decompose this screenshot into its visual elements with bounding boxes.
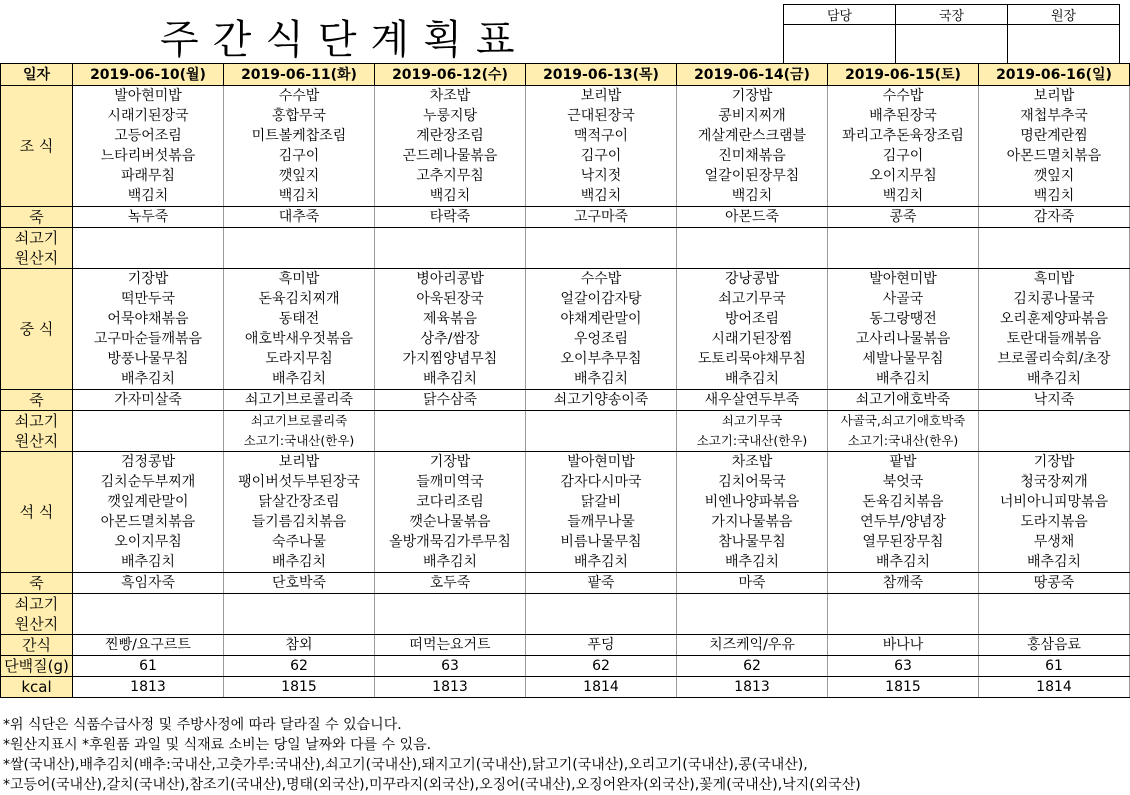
protein-cell: 61 — [73, 656, 224, 677]
origin-label: 쇠고기 — [1, 594, 73, 615]
menu-cell: 수수밥 — [526, 269, 677, 290]
menu-cell: 비엔나양파볶음 — [677, 492, 828, 512]
date-header: 2019-06-16(일) — [979, 64, 1130, 86]
protein-cell: 61 — [979, 656, 1130, 677]
porridge-cell: 타락죽 — [375, 207, 526, 228]
menu-cell: 세발나물무침 — [828, 349, 979, 369]
porridge-cell: 쇠고기양송이죽 — [526, 390, 677, 411]
menu-cell: 배추된장국 — [828, 106, 979, 126]
protein-label: 단백질(g) — [1, 656, 73, 677]
menu-cell: 김구이 — [828, 146, 979, 166]
date-header: 2019-06-11(화) — [224, 64, 375, 86]
origin-cell — [979, 614, 1130, 635]
menu-cell: 너비아니피망볶음 — [979, 492, 1130, 512]
menu-cell: 계란장조림 — [375, 126, 526, 146]
menu-cell: 기장밥 — [375, 452, 526, 473]
menu-cell: 사골국 — [828, 289, 979, 309]
kcal-cell: 1815 — [224, 677, 375, 698]
origin-cell — [375, 594, 526, 615]
menu-cell: 기장밥 — [73, 269, 224, 290]
menu-cell: 들깨무나물 — [526, 512, 677, 532]
menu-cell: 도라지무침 — [224, 349, 375, 369]
menu-cell: 들깨미역국 — [375, 472, 526, 492]
origin-cell: 소고기:국내산(한우) — [677, 431, 828, 452]
menu-cell: 어묵야채볶음 — [73, 309, 224, 329]
snack-cell: 떠먹는요거트 — [375, 635, 526, 656]
menu-cell: 미트볼케찹조림 — [224, 126, 375, 146]
menu-cell: 백김치 — [979, 186, 1130, 207]
origin-label: 쇠고기 — [1, 411, 73, 432]
origin-cell — [677, 614, 828, 635]
menu-cell: 느타리버섯볶음 — [73, 146, 224, 166]
menu-cell: 깻잎지 — [979, 166, 1130, 186]
origin-label: 원산지 — [1, 248, 73, 269]
menu-cell: 보리밥 — [224, 452, 375, 473]
porridge-label: 죽 — [1, 573, 73, 594]
menu-cell: 고추지무침 — [375, 166, 526, 186]
menu-cell: 아몬드멸치볶음 — [73, 512, 224, 532]
origin-cell — [375, 228, 526, 249]
origin-cell — [526, 411, 677, 432]
origin-cell: 소고기:국내산(한우) — [828, 431, 979, 452]
menu-cell: 배추김치 — [224, 369, 375, 390]
menu-cell: 배추김치 — [828, 552, 979, 573]
approval-sign-director[interactable] — [896, 25, 1008, 64]
menu-cell: 기장밥 — [677, 86, 828, 107]
porridge-label: 죽 — [1, 390, 73, 411]
date-header: 2019-06-15(토) — [828, 64, 979, 86]
menu-cell: 쇠고기무국 — [677, 289, 828, 309]
menu-cell: 수수밥 — [224, 86, 375, 107]
menu-cell: 재첩부추국 — [979, 106, 1130, 126]
origin-cell — [224, 614, 375, 635]
origin-cell — [375, 614, 526, 635]
menu-cell: 팽이버섯두부된장국 — [224, 472, 375, 492]
menu-cell: 팥밥 — [828, 452, 979, 473]
origin-cell — [73, 431, 224, 452]
menu-cell: 백김치 — [526, 186, 677, 207]
menu-cell: 애호박새우젓볶음 — [224, 329, 375, 349]
origin-cell — [828, 614, 979, 635]
menu-cell: 상추/쌈장 — [375, 329, 526, 349]
menu-cell: 닭살간장조림 — [224, 492, 375, 512]
menu-cell: 보리밥 — [526, 86, 677, 107]
menu-cell: 홍합무국 — [224, 106, 375, 126]
menu-cell: 고등어조림 — [73, 126, 224, 146]
menu-cell: 제육볶음 — [375, 309, 526, 329]
menu-cell: 백김치 — [677, 186, 828, 207]
menu-cell: 백김치 — [375, 186, 526, 207]
menu-cell: 토란대들깨볶음 — [979, 329, 1130, 349]
menu-cell: 열무된장무침 — [828, 532, 979, 552]
origin-cell — [526, 614, 677, 635]
origin-cell: 쇠고기브로콜리죽 — [224, 411, 375, 432]
menu-cell: 김치콩나물국 — [979, 289, 1130, 309]
menu-cell: 떡만두국 — [73, 289, 224, 309]
porridge-cell: 쇠고기애호박죽 — [828, 390, 979, 411]
menu-cell: 기장밥 — [979, 452, 1130, 473]
menu-cell: 동태전 — [224, 309, 375, 329]
menu-cell: 강낭콩밥 — [677, 269, 828, 290]
approval-label-head: 원장 — [1008, 5, 1120, 25]
approval-sign-head[interactable] — [1008, 25, 1120, 64]
origin-cell — [828, 594, 979, 615]
menu-cell: 발아현미밥 — [73, 86, 224, 107]
note-line: *쌀(국내산),배추김치(배추:국내산,고춧가루:국내산),쇠고기(국내산),돼지고기(국내산),닭고기(국내산),오리고기(국내산),콩(국내산), — [3, 757, 808, 773]
origin-cell — [677, 228, 828, 249]
menu-cell: 방풍나물무침 — [73, 349, 224, 369]
menu-cell: 비름나물무침 — [526, 532, 677, 552]
menu-cell: 배추김치 — [828, 369, 979, 390]
kcal-cell: 1813 — [375, 677, 526, 698]
kcal-cell: 1815 — [828, 677, 979, 698]
meal-label: 석 식 — [1, 452, 73, 573]
menu-cell: 북엇국 — [828, 472, 979, 492]
origin-cell — [73, 248, 224, 269]
menu-cell: 배추김치 — [73, 552, 224, 573]
origin-cell — [979, 228, 1130, 249]
menu-cell: 발아현미밥 — [828, 269, 979, 290]
menu-cell: 수수밥 — [828, 86, 979, 107]
origin-cell — [828, 228, 979, 249]
origin-cell — [677, 594, 828, 615]
menu-cell: 오이지무침 — [73, 532, 224, 552]
menu-cell: 곤드레나물볶음 — [375, 146, 526, 166]
approval-box — [783, 4, 1120, 64]
menu-cell: 닭갈비 — [526, 492, 677, 512]
origin-cell — [979, 431, 1130, 452]
menu-cell: 아몬드멸치볶음 — [979, 146, 1130, 166]
origin-cell — [526, 248, 677, 269]
menu-cell: 배추김치 — [526, 552, 677, 573]
protein-cell: 62 — [526, 656, 677, 677]
snack-label: 간식 — [1, 635, 73, 656]
note-line: *원산지표시 *후원품 과일 및 식재료 소비는 당일 날짜와 다를 수 있음. — [3, 737, 432, 753]
menu-cell: 얼갈이감자탕 — [526, 289, 677, 309]
porridge-label: 죽 — [1, 207, 73, 228]
menu-cell: 백김치 — [828, 186, 979, 207]
menu-cell: 배추김치 — [73, 369, 224, 390]
menu-cell: 숙주나물 — [224, 532, 375, 552]
menu-cell: 도라지볶음 — [979, 512, 1130, 532]
menu-cell: 배추김치 — [677, 369, 828, 390]
approval-label-director: 국장 — [896, 5, 1008, 25]
origin-cell: 쇠고기무국 — [677, 411, 828, 432]
menu-cell: 깻잎계란말이 — [73, 492, 224, 512]
snack-cell: 찐빵/요구르트 — [73, 635, 224, 656]
approval-label-manager: 담당 — [784, 5, 896, 25]
menu-cell: 브로콜리숙회/초장 — [979, 349, 1130, 369]
porridge-cell: 마죽 — [677, 573, 828, 594]
notes — [3, 715, 861, 795]
menu-cell: 오이지무침 — [828, 166, 979, 186]
kcal-cell: 1813 — [677, 677, 828, 698]
menu-cell: 배추김치 — [526, 369, 677, 390]
kcal-label: kcal — [1, 677, 73, 698]
menu-cell: 백김치 — [224, 186, 375, 207]
menu-cell: 배추김치 — [224, 552, 375, 573]
snack-cell: 참외 — [224, 635, 375, 656]
origin-cell — [979, 411, 1130, 432]
menu-cell: 아욱된장국 — [375, 289, 526, 309]
date-header: 2019-06-10(월) — [73, 64, 224, 86]
porridge-cell: 아몬드죽 — [677, 207, 828, 228]
origin-cell — [677, 248, 828, 269]
menu-cell: 깻순나물볶음 — [375, 512, 526, 532]
menu-cell: 배추김치 — [979, 369, 1130, 390]
origin-cell — [73, 614, 224, 635]
menu-cell: 흑미밥 — [979, 269, 1130, 290]
menu-cell: 청국장찌개 — [979, 472, 1130, 492]
porridge-cell: 호두죽 — [375, 573, 526, 594]
note-line: *고등어(국내산),갈치(국내산),참조기(국내산),명태(외국산),미꾸라지(외국산),오징어(국내산),오징어완자(외국산),꽃게(국내산),낙지(외국산) — [3, 777, 861, 793]
menu-cell: 오이부추무침 — [526, 349, 677, 369]
menu-cell: 참나물무침 — [677, 532, 828, 552]
kcal-cell: 1814 — [979, 677, 1130, 698]
menu-cell: 진미채볶음 — [677, 146, 828, 166]
page-title: 주간식단계획표 — [160, 17, 529, 63]
porridge-cell: 새우살연두부죽 — [677, 390, 828, 411]
origin-cell — [224, 248, 375, 269]
date-header: 2019-06-12(수) — [375, 64, 526, 86]
note-line: *위 식단은 식품수급사정 및 주방사정에 따라 달라질 수 있습니다. — [3, 717, 402, 733]
porridge-cell: 감자죽 — [979, 207, 1130, 228]
porridge-cell: 녹두죽 — [73, 207, 224, 228]
menu-cell: 맥적구이 — [526, 126, 677, 146]
menu-cell: 파래무침 — [73, 166, 224, 186]
origin-cell — [375, 411, 526, 432]
porridge-cell: 낙지죽 — [979, 390, 1130, 411]
menu-cell: 김치어묵국 — [677, 472, 828, 492]
origin-label: 원산지 — [1, 431, 73, 452]
menu-cell: 감자다시마국 — [526, 472, 677, 492]
porridge-cell: 쇠고기브로콜리죽 — [224, 390, 375, 411]
approval-sign-manager[interactable] — [784, 25, 896, 64]
origin-cell — [224, 594, 375, 615]
protein-cell: 62 — [224, 656, 375, 677]
origin-cell — [224, 228, 375, 249]
snack-cell: 홍삼음료 — [979, 635, 1130, 656]
protein-cell: 62 — [677, 656, 828, 677]
snack-cell: 푸딩 — [526, 635, 677, 656]
menu-cell: 낙지젓 — [526, 166, 677, 186]
origin-cell — [375, 431, 526, 452]
menu-cell: 깻잎지 — [224, 166, 375, 186]
protein-cell: 63 — [828, 656, 979, 677]
date-header: 2019-06-14(금) — [677, 64, 828, 86]
menu-cell: 흑미밥 — [224, 269, 375, 290]
origin-cell — [375, 248, 526, 269]
menu-cell: 배추김치 — [677, 552, 828, 573]
menu-cell: 들기름김치볶음 — [224, 512, 375, 532]
menu-cell: 명란계란찜 — [979, 126, 1130, 146]
menu-cell: 연두부/양념장 — [828, 512, 979, 532]
header-label: 일자 — [1, 64, 73, 86]
porridge-cell: 고구마죽 — [526, 207, 677, 228]
menu-cell: 시래기된장국 — [73, 106, 224, 126]
menu-cell: 가지찜양념무침 — [375, 349, 526, 369]
porridge-cell: 콩죽 — [828, 207, 979, 228]
menu-cell: 돈육김치찌개 — [224, 289, 375, 309]
menu-cell: 백김치 — [73, 186, 224, 207]
snack-cell: 바나나 — [828, 635, 979, 656]
origin-cell — [828, 248, 979, 269]
menu-cell: 누룽지탕 — [375, 106, 526, 126]
menu-cell: 검정콩밥 — [73, 452, 224, 473]
menu-cell: 꽈리고추돈육장조림 — [828, 126, 979, 146]
origin-label: 원산지 — [1, 614, 73, 635]
porridge-cell: 팥죽 — [526, 573, 677, 594]
menu-cell: 병아리콩밥 — [375, 269, 526, 290]
origin-cell — [526, 228, 677, 249]
weekly-menu-table — [0, 63, 1130, 698]
origin-cell — [979, 594, 1130, 615]
porridge-cell: 참깨죽 — [828, 573, 979, 594]
origin-cell — [526, 594, 677, 615]
menu-cell: 김치순두부찌개 — [73, 472, 224, 492]
menu-cell: 코다리조림 — [375, 492, 526, 512]
menu-cell: 배추김치 — [375, 369, 526, 390]
porridge-cell: 닭수삼죽 — [375, 390, 526, 411]
origin-cell — [73, 411, 224, 432]
menu-cell: 근대된장국 — [526, 106, 677, 126]
menu-cell: 가지나물볶음 — [677, 512, 828, 532]
menu-cell: 올방개묵김가루무침 — [375, 532, 526, 552]
origin-label: 쇠고기 — [1, 228, 73, 249]
porridge-cell: 땅콩죽 — [979, 573, 1130, 594]
menu-cell: 고사리나물볶음 — [828, 329, 979, 349]
menu-cell: 도토리묵야채무침 — [677, 349, 828, 369]
meal-label: 조 식 — [1, 86, 73, 207]
meal-label: 중 식 — [1, 269, 73, 390]
menu-cell: 동그랑땡전 — [828, 309, 979, 329]
menu-cell: 시래기된장찜 — [677, 329, 828, 349]
menu-cell: 방어조림 — [677, 309, 828, 329]
menu-cell: 보리밥 — [979, 86, 1130, 107]
protein-cell: 63 — [375, 656, 526, 677]
menu-cell: 김구이 — [224, 146, 375, 166]
menu-cell: 무생채 — [979, 532, 1130, 552]
menu-cell: 돈육김치볶음 — [828, 492, 979, 512]
origin-cell: 사골국,쇠고기애호박죽 — [828, 411, 979, 432]
menu-cell: 발아현미밥 — [526, 452, 677, 473]
menu-cell: 야채계란말이 — [526, 309, 677, 329]
origin-cell — [526, 431, 677, 452]
menu-cell: 배추김치 — [375, 552, 526, 573]
menu-cell: 콩비지찌개 — [677, 106, 828, 126]
menu-cell: 게살계란스크램블 — [677, 126, 828, 146]
porridge-cell: 단호박죽 — [224, 573, 375, 594]
menu-cell: 우엉조림 — [526, 329, 677, 349]
origin-cell — [73, 594, 224, 615]
menu-cell: 김구이 — [526, 146, 677, 166]
menu-cell: 얼갈이된장무침 — [677, 166, 828, 186]
menu-cell: 차조밥 — [677, 452, 828, 473]
porridge-cell: 대추죽 — [224, 207, 375, 228]
kcal-cell: 1814 — [526, 677, 677, 698]
menu-cell: 고구마순들깨볶음 — [73, 329, 224, 349]
menu-cell: 배추김치 — [979, 552, 1130, 573]
origin-cell — [73, 228, 224, 249]
snack-cell: 치즈케익/우유 — [677, 635, 828, 656]
menu-cell: 차조밥 — [375, 86, 526, 107]
origin-cell: 소고기:국내산(한우) — [224, 431, 375, 452]
date-header: 2019-06-13(목) — [526, 64, 677, 86]
kcal-cell: 1813 — [73, 677, 224, 698]
porridge-cell: 가자미살죽 — [73, 390, 224, 411]
origin-cell — [979, 248, 1130, 269]
porridge-cell: 흑임자죽 — [73, 573, 224, 594]
menu-cell: 오리훈제양파볶음 — [979, 309, 1130, 329]
